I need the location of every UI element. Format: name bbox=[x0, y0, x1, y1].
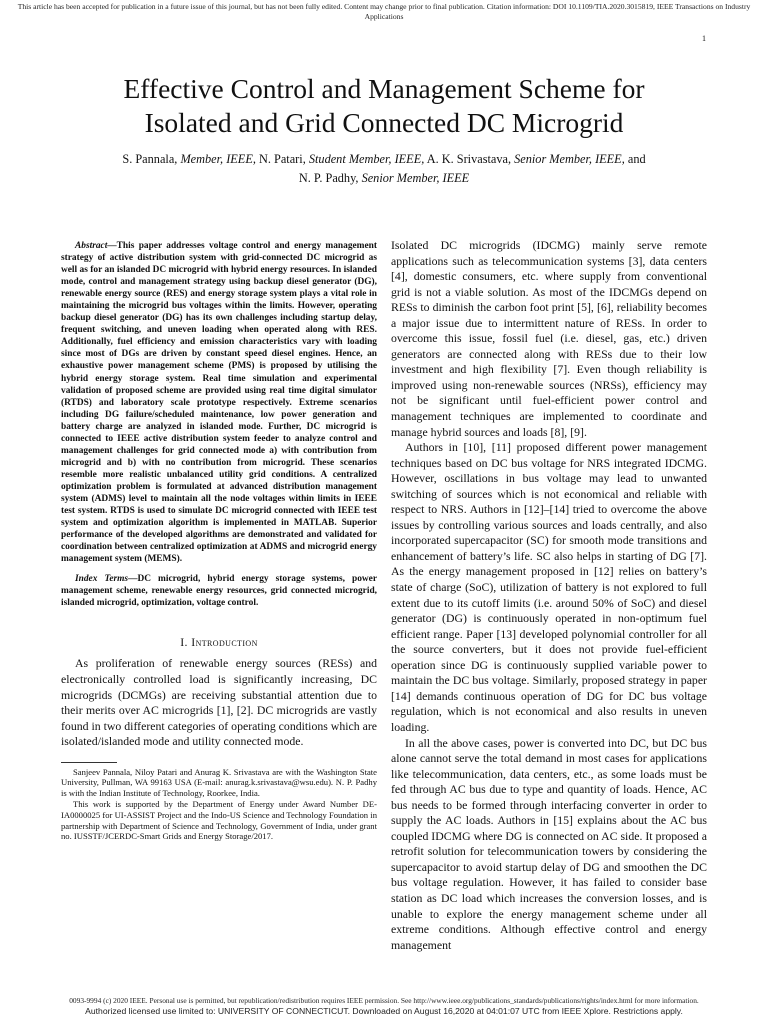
abstract-text: —This paper addresses voltage control and energy management strategy of active distribution system with grid-connected DC microgrid as well as for an islanded DC microgrid with hybrid energy resources. In islanded mode, control and management strategy using backup diesel generator (DG), renewable energy source (RES) and energy storage system plays a vital role in maintaining the microgrid bus voltages within the limits. However, operating backup diesel generator (DG) has its own challenges including startup delay, frequent switching, and uneven loading when operated along with RES. Additionally, fuel efficiency and emission characteristics vary with loading since most of DGs are driven by constant speed diesel engines. Hence, an exhaustive power management scheme (PMS) is proposed by utilising the hybrid energy storage system. Real time simulation and experimental validation of proposed scheme are provided using real time digital simulator (RTDS) and laboratory scale prototype respectively. Extreme scenarios including DG failure/scheduled maintenance, low power generation and battery charge are analyzed in islanded mode. Further, DC microgrid is connected to IEEE active distribution system feeder to analyze control and management challenges for grid connected mode a) with contribution from microgrid and b) with no contribution from microgrid. These scenarios resemble more realistic unbalanced utility grid conditions. A centralized optimization problem is formulated at advanced distribution management system (ADMS) level to maintain all the node voltages within limits in IEEE test system. RTDS is used to simulate DC microgrid connected with IEEE test system and optimization algorithm is implemented in MATLAB. Superior performance of the developed algorithms are demonstrated and validated for coordination between centralized optimization at ADMS and microgrid energy management system (MEMS). bbox=[61, 241, 377, 565]
body-paragraph: Isolated DC microgrids (IDCMG) mainly serve remote applications such as telecommunication systems [3], data centers [4], domestic consumers, etc. where supply from conventional grid is not a viable solution. As most of the IDCMGs depend on RESs to diminish the carbon foot print [5], [6], reliability becomes a major issue due to intermittent nature of RESs. In order to overcome this issue, fossil fuel (i.e. diesel, gas, etc.) driven generators are connected along with RESs due to their low investment and high flexibility [7]. Even though reliability is improved using non-renewable sources (NRSs), efficiency may not be significant until fuel-efficient power control and management techniques are implemented to coordinate and manage hybrid sources and loads [8], [9]. bbox=[391, 238, 707, 439]
intro-paragraph: As proliferation of renewable energy sources (RESs) and electronically controlled load is significantly increasing, DC microgrids (DCMGs) are receiving substantial attention due to their merits over AC microgrids [1], [2]. DC microgrids are vastly found in two different categories of operating conditions which are isolated/islanded mode and utility connected mode. bbox=[61, 656, 377, 749]
copyright-notice: 0093-9994 (c) 2020 IEEE. Personal use is permitted, but republication/redistribution requires IEEE permission. See http://www.ieee.org/publications_standards/publications/rights/index.html for more information. bbox=[69, 996, 699, 1005]
footnote-affiliations: Sanjeev Pannala, Niloy Patari and Anurag K. Srivastava are with the Washington State University, Pullman, WA 99163 USA (E-mail: anurag.k.srivastava@wsu.edu). N. P. Padhy is with the Indian Institute of Technology, Roorkee, India. bbox=[61, 766, 377, 799]
abstract-label: Abstract bbox=[75, 241, 108, 251]
left-column bbox=[61, 240, 377, 842]
section-numeral: I. bbox=[180, 635, 188, 650]
right-column bbox=[391, 238, 707, 953]
body-paragraph: Authors in [10], [11] proposed different power management techniques based on DC bus voltage for NRS integrated IDCMG. However, oscillations in bus voltage may lead to unwanted switching of sources which is not economical and reliable with respect to NRS. Authors in [12]–[14] tried to overcome the above issues by controlling various sources and loads centrally, and also incorporated supercapacitor (SC) for smooth mode transitions and enhancement of battery’s life. SC also helps in starting of DG [7]. As the energy management proposed in [12] relies on battery’s state of charge (SoC), utilization of battery is not explored to full extent due to its cutoff limits (i.e. around 50% of SoC) and diesel generator (DG) is continuously operated in non-optimum fuel efficient range. Paper [13] developed polynomial controller for all the source converters, but it does not provide fuel-efficient operation since DG is continuously supplied variable power to maintain the DC bus voltage. Similarly, proposed strategy in paper [14] demands continuous operation of DG for DC bus voltage regulation, which is not economical and also results in uneven loading. bbox=[391, 440, 707, 734]
section-heading bbox=[61, 635, 377, 650]
index-terms bbox=[61, 573, 377, 609]
license-notice: Authorized licensed use limited to: UNIVERSITY OF CONNECTICUT. Downloaded on August 16,2020 at 04:01:07 UTC from IEEE Xplore. Restrictions apply. bbox=[85, 1006, 683, 1016]
abstract bbox=[61, 240, 377, 565]
author-affiliation: Senior Member, IEEE, bbox=[514, 152, 625, 166]
footnote-divider bbox=[61, 762, 117, 763]
body-paragraph: In all the above cases, power is converted into DC, but DC bus alone cannot serve the total demand in most cases for applications like telecommunication, data centers, etc., as some loads must be fed through AC bus due to type and quantity of loads. Hence, AC bus needs to be formed through interfacing converter in order to supply the AC loads. Authors in [15] explains about the AC bus coupled IDCMG where DG is connected on AC side. It proposed a retrofit solution for telecommunication towers by considering the supercapacitor to avoid startup delay of DG and smoothen the DC bus voltage regulation. However, it has failed to consider base station as DC load which increases the conversion losses, and is unable to explore the energy management scheme under all extreme conditions. Although effective control and energy management bbox=[391, 735, 707, 952]
author-affiliation: Senior Member, IEEE bbox=[361, 171, 470, 185]
author-affiliation: Student Member, IEEE, bbox=[308, 152, 425, 166]
author-list bbox=[40, 150, 728, 188]
title-line-1: Effective Control and Management Scheme for bbox=[123, 73, 645, 104]
author-name: S. Pannala, bbox=[122, 152, 178, 166]
section-title: Introduction bbox=[191, 635, 258, 650]
title-line-2: Isolated and Grid Connected DC Microgrid bbox=[144, 107, 624, 138]
footnote-funding: This work is supported by the Department of Energy under Award Number DE-IA0000025 for UI-ASSIST Project and the Indo-US Science and Technology Foundation in partnership with Department of Science and Technology, Government of India, under grant no. IUSSTF/JCERDC-Smart Grids and Energy Storage/2017. bbox=[61, 799, 377, 842]
author-name: N. P. Padhy, bbox=[298, 171, 359, 185]
paper-title bbox=[40, 72, 728, 140]
publication-notice: This article has been accepted for publication in a future issue of this journal, but has not been fully edited. Content may change prior to final publication. Citation information: DOI 10.1109/TIA.2020.3015819, IEEE Transactions on Industry Applications bbox=[17, 2, 751, 21]
author-name: N. Patari, bbox=[258, 152, 306, 166]
author-conjunction: and bbox=[627, 152, 646, 166]
page-number: 1 bbox=[702, 34, 706, 43]
author-name: A. K. Srivastava, bbox=[426, 152, 512, 166]
index-terms-label: Index Terms bbox=[75, 574, 129, 585]
author-affiliation: Member, IEEE, bbox=[180, 152, 256, 166]
index-terms-text: —DC microgrid, hybrid energy storage systems, power management scheme, renewable energy resources, grid connected microgrid, islanded microgrid, optimization, voltage control. bbox=[61, 574, 377, 609]
